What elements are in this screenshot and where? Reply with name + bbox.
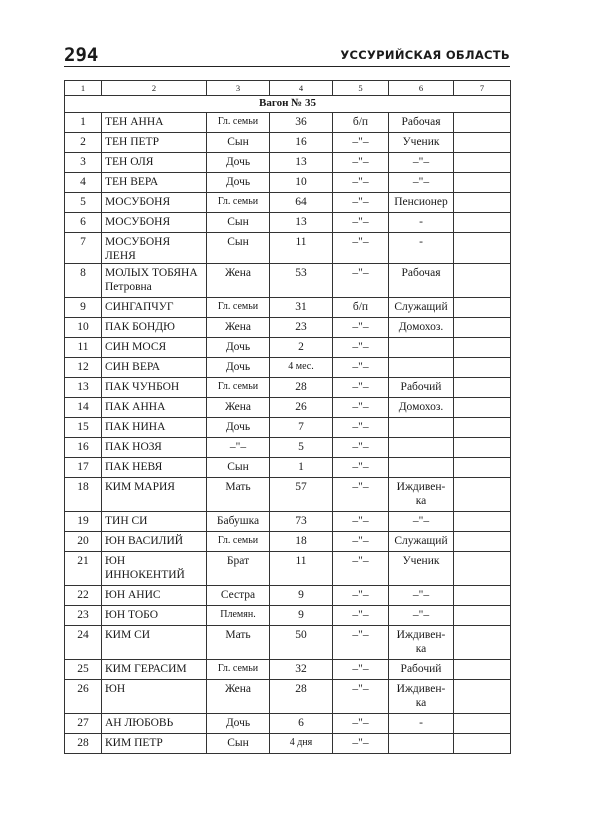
note-cell	[454, 734, 511, 754]
relation-cell: Дочь	[207, 418, 270, 438]
register-table	[64, 80, 511, 754]
row-number-cell: 2	[65, 133, 102, 153]
column-number: 5	[333, 81, 389, 96]
age-cell: 4 мес.	[270, 358, 333, 378]
relation-cell: Гл. семьи	[207, 660, 270, 680]
name-cell: КИМ ГЕРАСИМ	[102, 660, 207, 680]
note-cell	[454, 233, 511, 264]
status-cell: –"–	[333, 586, 389, 606]
name-cell: КИМ ПЕТР	[102, 734, 207, 754]
name-cell: МОСУБОНЯ	[102, 213, 207, 233]
occupation-cell: Пенсионер	[389, 193, 454, 213]
table-row	[65, 193, 511, 213]
occupation-cell: Домохоз.	[389, 398, 454, 418]
status-cell: –"–	[333, 193, 389, 213]
age-cell: 2	[270, 338, 333, 358]
status-cell: б/п	[333, 298, 389, 318]
table-row	[65, 458, 511, 478]
status-cell: –"–	[333, 734, 389, 754]
name-cell: СИН ВЕРА	[102, 358, 207, 378]
page-number: 294	[64, 44, 99, 66]
note-cell	[454, 133, 511, 153]
occupation-cell	[389, 734, 454, 754]
name-cell: ПАК ЧУНБОН	[102, 378, 207, 398]
table-row	[65, 478, 511, 512]
occupation-cell: Рабочий	[389, 660, 454, 680]
note-cell	[454, 153, 511, 173]
status-cell: –"–	[333, 478, 389, 512]
name-cell: ЮН	[102, 680, 207, 714]
column-number: 2	[102, 81, 207, 96]
relation-cell: Дочь	[207, 338, 270, 358]
name-cell: АН ЛЮБОВЬ	[102, 714, 207, 734]
table-row	[65, 512, 511, 532]
name-cell: МОЛЫХ ТОБЯНА Петровна	[102, 264, 207, 298]
row-number-cell: 17	[65, 458, 102, 478]
row-number-cell: 26	[65, 680, 102, 714]
occupation-cell	[389, 438, 454, 458]
table-row	[65, 113, 511, 133]
row-number-cell: 1	[65, 113, 102, 133]
note-cell	[454, 714, 511, 734]
occupation-cell: -	[389, 213, 454, 233]
age-cell: 53	[270, 264, 333, 298]
table-row	[65, 264, 511, 298]
name-cell: ЮН ТОБО	[102, 606, 207, 626]
note-cell	[454, 418, 511, 438]
note-cell	[454, 586, 511, 606]
occupation-cell: Домохоз.	[389, 318, 454, 338]
status-cell: –"–	[333, 626, 389, 660]
note-cell	[454, 264, 511, 298]
name-cell: ТЕН ОЛЯ	[102, 153, 207, 173]
row-number-cell: 27	[65, 714, 102, 734]
relation-cell: Дочь	[207, 153, 270, 173]
row-number-cell: 9	[65, 298, 102, 318]
row-number-cell: 4	[65, 173, 102, 193]
note-cell	[454, 660, 511, 680]
status-cell: –"–	[333, 660, 389, 680]
relation-cell: Сын	[207, 734, 270, 754]
row-number-cell: 15	[65, 418, 102, 438]
age-cell: 7	[270, 418, 333, 438]
status-cell: –"–	[333, 153, 389, 173]
age-cell: 16	[270, 133, 333, 153]
status-cell: –"–	[333, 552, 389, 586]
note-cell	[454, 458, 511, 478]
occupation-cell: –"–	[389, 512, 454, 532]
status-cell: –"–	[333, 318, 389, 338]
occupation-cell: Иждивен-ка	[389, 626, 454, 660]
note-cell	[454, 193, 511, 213]
status-cell: –"–	[333, 438, 389, 458]
row-number-cell: 10	[65, 318, 102, 338]
row-number-cell: 11	[65, 338, 102, 358]
table-row	[65, 338, 511, 358]
occupation-cell	[389, 338, 454, 358]
note-cell	[454, 532, 511, 552]
name-cell: ТЕН ПЕТР	[102, 133, 207, 153]
age-cell: 10	[270, 173, 333, 193]
age-cell: 9	[270, 606, 333, 626]
relation-cell: Сын	[207, 233, 270, 264]
row-number-cell: 13	[65, 378, 102, 398]
note-cell	[454, 680, 511, 714]
relation-cell: Сестра	[207, 586, 270, 606]
table-row	[65, 173, 511, 193]
status-cell: –"–	[333, 418, 389, 438]
age-cell: 28	[270, 680, 333, 714]
note-cell	[454, 318, 511, 338]
row-number-cell: 18	[65, 478, 102, 512]
status-cell: –"–	[333, 714, 389, 734]
table-row	[65, 626, 511, 660]
status-cell: –"–	[333, 378, 389, 398]
note-cell	[454, 298, 511, 318]
relation-cell: Дочь	[207, 358, 270, 378]
row-number-cell: 22	[65, 586, 102, 606]
column-number: 4	[270, 81, 333, 96]
relation-cell: Гл. семьи	[207, 193, 270, 213]
status-cell: –"–	[333, 358, 389, 378]
occupation-cell: –"–	[389, 586, 454, 606]
occupation-cell: Рабочая	[389, 264, 454, 298]
name-cell: ПАК НОЗЯ	[102, 438, 207, 458]
note-cell	[454, 606, 511, 626]
note-cell	[454, 478, 511, 512]
row-number-cell: 12	[65, 358, 102, 378]
table-row	[65, 552, 511, 586]
note-cell	[454, 213, 511, 233]
age-cell: 23	[270, 318, 333, 338]
row-number-cell: 5	[65, 193, 102, 213]
relation-cell: Жена	[207, 680, 270, 714]
row-number-cell: 16	[65, 438, 102, 458]
table-row	[65, 153, 511, 173]
age-cell: 26	[270, 398, 333, 418]
column-number-row	[65, 81, 511, 96]
note-cell	[454, 438, 511, 458]
relation-cell: Жена	[207, 318, 270, 338]
group-title: Вагон № 35	[65, 96, 511, 113]
age-cell: 6	[270, 714, 333, 734]
relation-cell: Племян.	[207, 606, 270, 626]
name-cell: ЮН АНИС	[102, 586, 207, 606]
row-number-cell: 25	[65, 660, 102, 680]
group-title-row	[65, 96, 511, 113]
relation-cell: Мать	[207, 626, 270, 660]
row-number-cell: 8	[65, 264, 102, 298]
relation-cell: Сын	[207, 458, 270, 478]
age-cell: 5	[270, 438, 333, 458]
age-cell: 57	[270, 478, 333, 512]
table-row	[65, 378, 511, 398]
status-cell: –"–	[333, 398, 389, 418]
relation-cell: Дочь	[207, 714, 270, 734]
running-title: УССУРИЙСКАЯ ОБЛАСТЬ	[340, 48, 510, 62]
note-cell	[454, 113, 511, 133]
table-row	[65, 133, 511, 153]
occupation-cell: Ученик	[389, 552, 454, 586]
occupation-cell: Ученик	[389, 133, 454, 153]
column-number: 7	[454, 81, 511, 96]
occupation-cell	[389, 418, 454, 438]
relation-cell: Бабушка	[207, 512, 270, 532]
relation-cell: Брат	[207, 552, 270, 586]
name-cell: КИМ МАРИЯ	[102, 478, 207, 512]
table-row	[65, 714, 511, 734]
note-cell	[454, 358, 511, 378]
column-number: 3	[207, 81, 270, 96]
relation-cell: Гл. семьи	[207, 298, 270, 318]
occupation-cell: Иждивен-ка	[389, 680, 454, 714]
header-rule	[64, 66, 510, 67]
relation-cell: Гл. семьи	[207, 113, 270, 133]
occupation-cell: -	[389, 233, 454, 264]
table-row	[65, 606, 511, 626]
column-number: 6	[389, 81, 454, 96]
row-number-cell: 20	[65, 532, 102, 552]
relation-cell: Сын	[207, 213, 270, 233]
table-row	[65, 532, 511, 552]
status-cell: –"–	[333, 512, 389, 532]
status-cell: –"–	[333, 680, 389, 714]
age-cell: 11	[270, 552, 333, 586]
table-row	[65, 318, 511, 338]
column-number: 1	[65, 81, 102, 96]
row-number-cell: 28	[65, 734, 102, 754]
occupation-cell: Иждивен-ка	[389, 478, 454, 512]
age-cell: 18	[270, 532, 333, 552]
row-number-cell: 21	[65, 552, 102, 586]
age-cell: 36	[270, 113, 333, 133]
status-cell: –"–	[333, 458, 389, 478]
occupation-cell: –"–	[389, 173, 454, 193]
table-row	[65, 734, 511, 754]
note-cell	[454, 398, 511, 418]
occupation-cell: Рабочая	[389, 113, 454, 133]
name-cell: ЮН ИННОКЕНТИЙ	[102, 552, 207, 586]
table-row	[65, 438, 511, 458]
table-row	[65, 680, 511, 714]
note-cell	[454, 626, 511, 660]
note-cell	[454, 173, 511, 193]
table-row	[65, 660, 511, 680]
name-cell: ПАК АННА	[102, 398, 207, 418]
age-cell: 28	[270, 378, 333, 398]
age-cell: 13	[270, 213, 333, 233]
table-row	[65, 418, 511, 438]
name-cell: ПАК НИНА	[102, 418, 207, 438]
occupation-cell: Рабочий	[389, 378, 454, 398]
status-cell: –"–	[333, 532, 389, 552]
relation-cell: Мать	[207, 478, 270, 512]
occupation-cell: –"–	[389, 153, 454, 173]
age-cell: 32	[270, 660, 333, 680]
occupation-cell: –"–	[389, 606, 454, 626]
note-cell	[454, 338, 511, 358]
age-cell: 4 дня	[270, 734, 333, 754]
relation-cell: Жена	[207, 264, 270, 298]
relation-cell: –"–	[207, 438, 270, 458]
row-number-cell: 3	[65, 153, 102, 173]
note-cell	[454, 378, 511, 398]
row-number-cell: 23	[65, 606, 102, 626]
row-number-cell: 24	[65, 626, 102, 660]
age-cell: 1	[270, 458, 333, 478]
status-cell: –"–	[333, 133, 389, 153]
relation-cell: Сын	[207, 133, 270, 153]
status-cell: –"–	[333, 338, 389, 358]
note-cell	[454, 512, 511, 532]
row-number-cell: 19	[65, 512, 102, 532]
status-cell: –"–	[333, 213, 389, 233]
relation-cell: Дочь	[207, 173, 270, 193]
name-cell: СИНГАПЧУГ	[102, 298, 207, 318]
name-cell: ПАК БОНДЮ	[102, 318, 207, 338]
status-cell: –"–	[333, 264, 389, 298]
table-row	[65, 213, 511, 233]
table-row	[65, 586, 511, 606]
name-cell: МОСУБОНЯ	[102, 193, 207, 213]
name-cell: СИН МОСЯ	[102, 338, 207, 358]
name-cell: ТЕН ВЕРА	[102, 173, 207, 193]
table-row	[65, 358, 511, 378]
name-cell: ТЕН АННА	[102, 113, 207, 133]
name-cell: ЮН ВАСИЛИЙ	[102, 532, 207, 552]
occupation-cell: Служащий	[389, 298, 454, 318]
row-number-cell: 6	[65, 213, 102, 233]
age-cell: 31	[270, 298, 333, 318]
relation-cell: Гл. семьи	[207, 532, 270, 552]
status-cell: –"–	[333, 233, 389, 264]
note-cell	[454, 552, 511, 586]
age-cell: 73	[270, 512, 333, 532]
status-cell: б/п	[333, 113, 389, 133]
table-row	[65, 298, 511, 318]
name-cell: ТИН СИ	[102, 512, 207, 532]
occupation-cell	[389, 458, 454, 478]
relation-cell: Жена	[207, 398, 270, 418]
row-number-cell: 7	[65, 233, 102, 264]
name-cell: ПАК НЕВЯ	[102, 458, 207, 478]
age-cell: 11	[270, 233, 333, 264]
status-cell: –"–	[333, 173, 389, 193]
occupation-cell	[389, 358, 454, 378]
relation-cell: Гл. семьи	[207, 378, 270, 398]
name-cell: МОСУБОНЯ ЛЕНЯ	[102, 233, 207, 264]
table-row	[65, 398, 511, 418]
age-cell: 9	[270, 586, 333, 606]
status-cell: –"–	[333, 606, 389, 626]
name-cell: КИМ СИ	[102, 626, 207, 660]
occupation-cell: -	[389, 714, 454, 734]
occupation-cell: Служащий	[389, 532, 454, 552]
row-number-cell: 14	[65, 398, 102, 418]
age-cell: 50	[270, 626, 333, 660]
age-cell: 64	[270, 193, 333, 213]
table-row	[65, 233, 511, 264]
age-cell: 13	[270, 153, 333, 173]
